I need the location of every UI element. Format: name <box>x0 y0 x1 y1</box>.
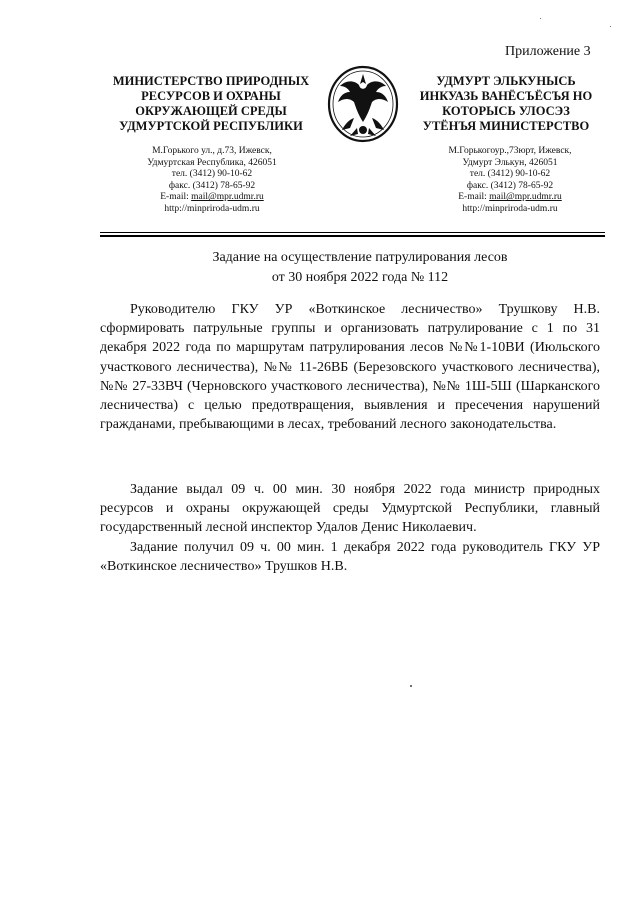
email-label: E-mail: <box>160 192 192 203</box>
scan-speck <box>410 685 412 687</box>
ministry-address-udmurt <box>420 146 600 216</box>
ministry-name-line: ОКРУЖАЮЩЕЙ СРЕДЫ <box>135 104 287 118</box>
address-line: М.Горькогоур.,73юрт, Ижевск, <box>448 146 572 156</box>
address-line: Удмурт Элькун, 426051 <box>462 157 558 168</box>
ministry-name-line: УТЁНЪЯ МИНИСТЕРСТВО <box>422 119 590 133</box>
ministry-name-line: ИНКУАЗЬ ВАНЁСЪЁСЪЯ НО <box>419 89 593 103</box>
ministry-name-line: МИНИСТЕРСТВО ПРИРОДНЫХ <box>112 74 310 88</box>
title-date-number: от 30 ноября 2022 года № 112 <box>271 270 449 285</box>
phone-line: тел. (3412) 90-10-62 <box>469 169 551 180</box>
address-line: М.Горького ул., д.73, Ижевск, <box>152 146 272 156</box>
document-title <box>150 248 570 288</box>
ministry-name-line: УДМУРТ ЭЛЬКУНЫСЬ <box>436 74 576 88</box>
email-link[interactable]: mail@mpr.udmr.ru <box>191 192 264 203</box>
received-by-paragraph: Задание получил 09 ч. 00 мин. 1 декабря 2022 года руководитель ГКУ УР «Воткинское лесничество» Трушков Н.В. <box>100 540 600 575</box>
ministry-address-russian <box>112 146 312 216</box>
fax-line: факс. (3412) 78-65-92 <box>168 180 256 191</box>
address-line: Удмуртская Республика, 426051 <box>147 157 277 168</box>
email-line <box>420 192 600 204</box>
appendix-label: Приложение 3 <box>505 44 591 59</box>
ministry-name-russian <box>102 74 320 134</box>
ministry-name-line: УДМУРТСКОЙ РЕСПУБЛИКИ <box>119 119 303 133</box>
email-line <box>112 192 312 204</box>
email-link[interactable]: mail@mpr.udmr.ru <box>489 192 562 203</box>
scan-speck <box>540 18 541 19</box>
email-label: E-mail: <box>458 192 490 203</box>
phone-line: тел. (3412) 90-10-62 <box>171 169 253 180</box>
assignment-paragraph: Руководителю ГКУ УР «Воткинское лесничество» Трушкову Н.В. сформировать патрульные группы и организовать патрулирование с 1 по 31 декабря 2022 года по маршрутам патрулирования лесов №№1-10ВИ (Июльского участкового лесничества), №№ 11-26ВБ (Березовского участкового лесничества), №№ 27-33ВЧ (Черновского участкового лесничества), №№ 1Ш-5Ш (Шарканского лесничества) с целью предотвращения, выявления и пресечения нарушений гражданами, пребывающими в лесах, требований лесного законодательства. <box>100 302 600 433</box>
ministry-name-line: КОТОРЫСЬ УЛОСЭЗ <box>442 104 570 118</box>
ministry-name-udmurt <box>408 74 604 134</box>
ministry-name-line: РЕСУРСОВ И ОХРАНЫ <box>141 89 281 103</box>
udmurt-coat-of-arms-icon <box>326 64 400 144</box>
fax-line: факс. (3412) 78-65-92 <box>466 180 554 191</box>
title-line: Задание на осуществление патрулирования лесов <box>212 250 508 265</box>
website-link[interactable]: http://minpriroda-udm.ru <box>462 203 558 214</box>
header-divider-thick <box>100 235 605 237</box>
issued-by-paragraph: Задание выдал 09 ч. 00 мин. 30 ноября 2022 года министр природных ресурсов и охраны окружающей среды Удмуртской Республики, главный государственный лесной инспектор Удалов Денис Николаевич. <box>100 482 600 536</box>
header-divider-thin <box>100 232 605 233</box>
scan-speck <box>610 26 611 27</box>
website-link[interactable]: http://minpriroda-udm.ru <box>164 203 260 214</box>
